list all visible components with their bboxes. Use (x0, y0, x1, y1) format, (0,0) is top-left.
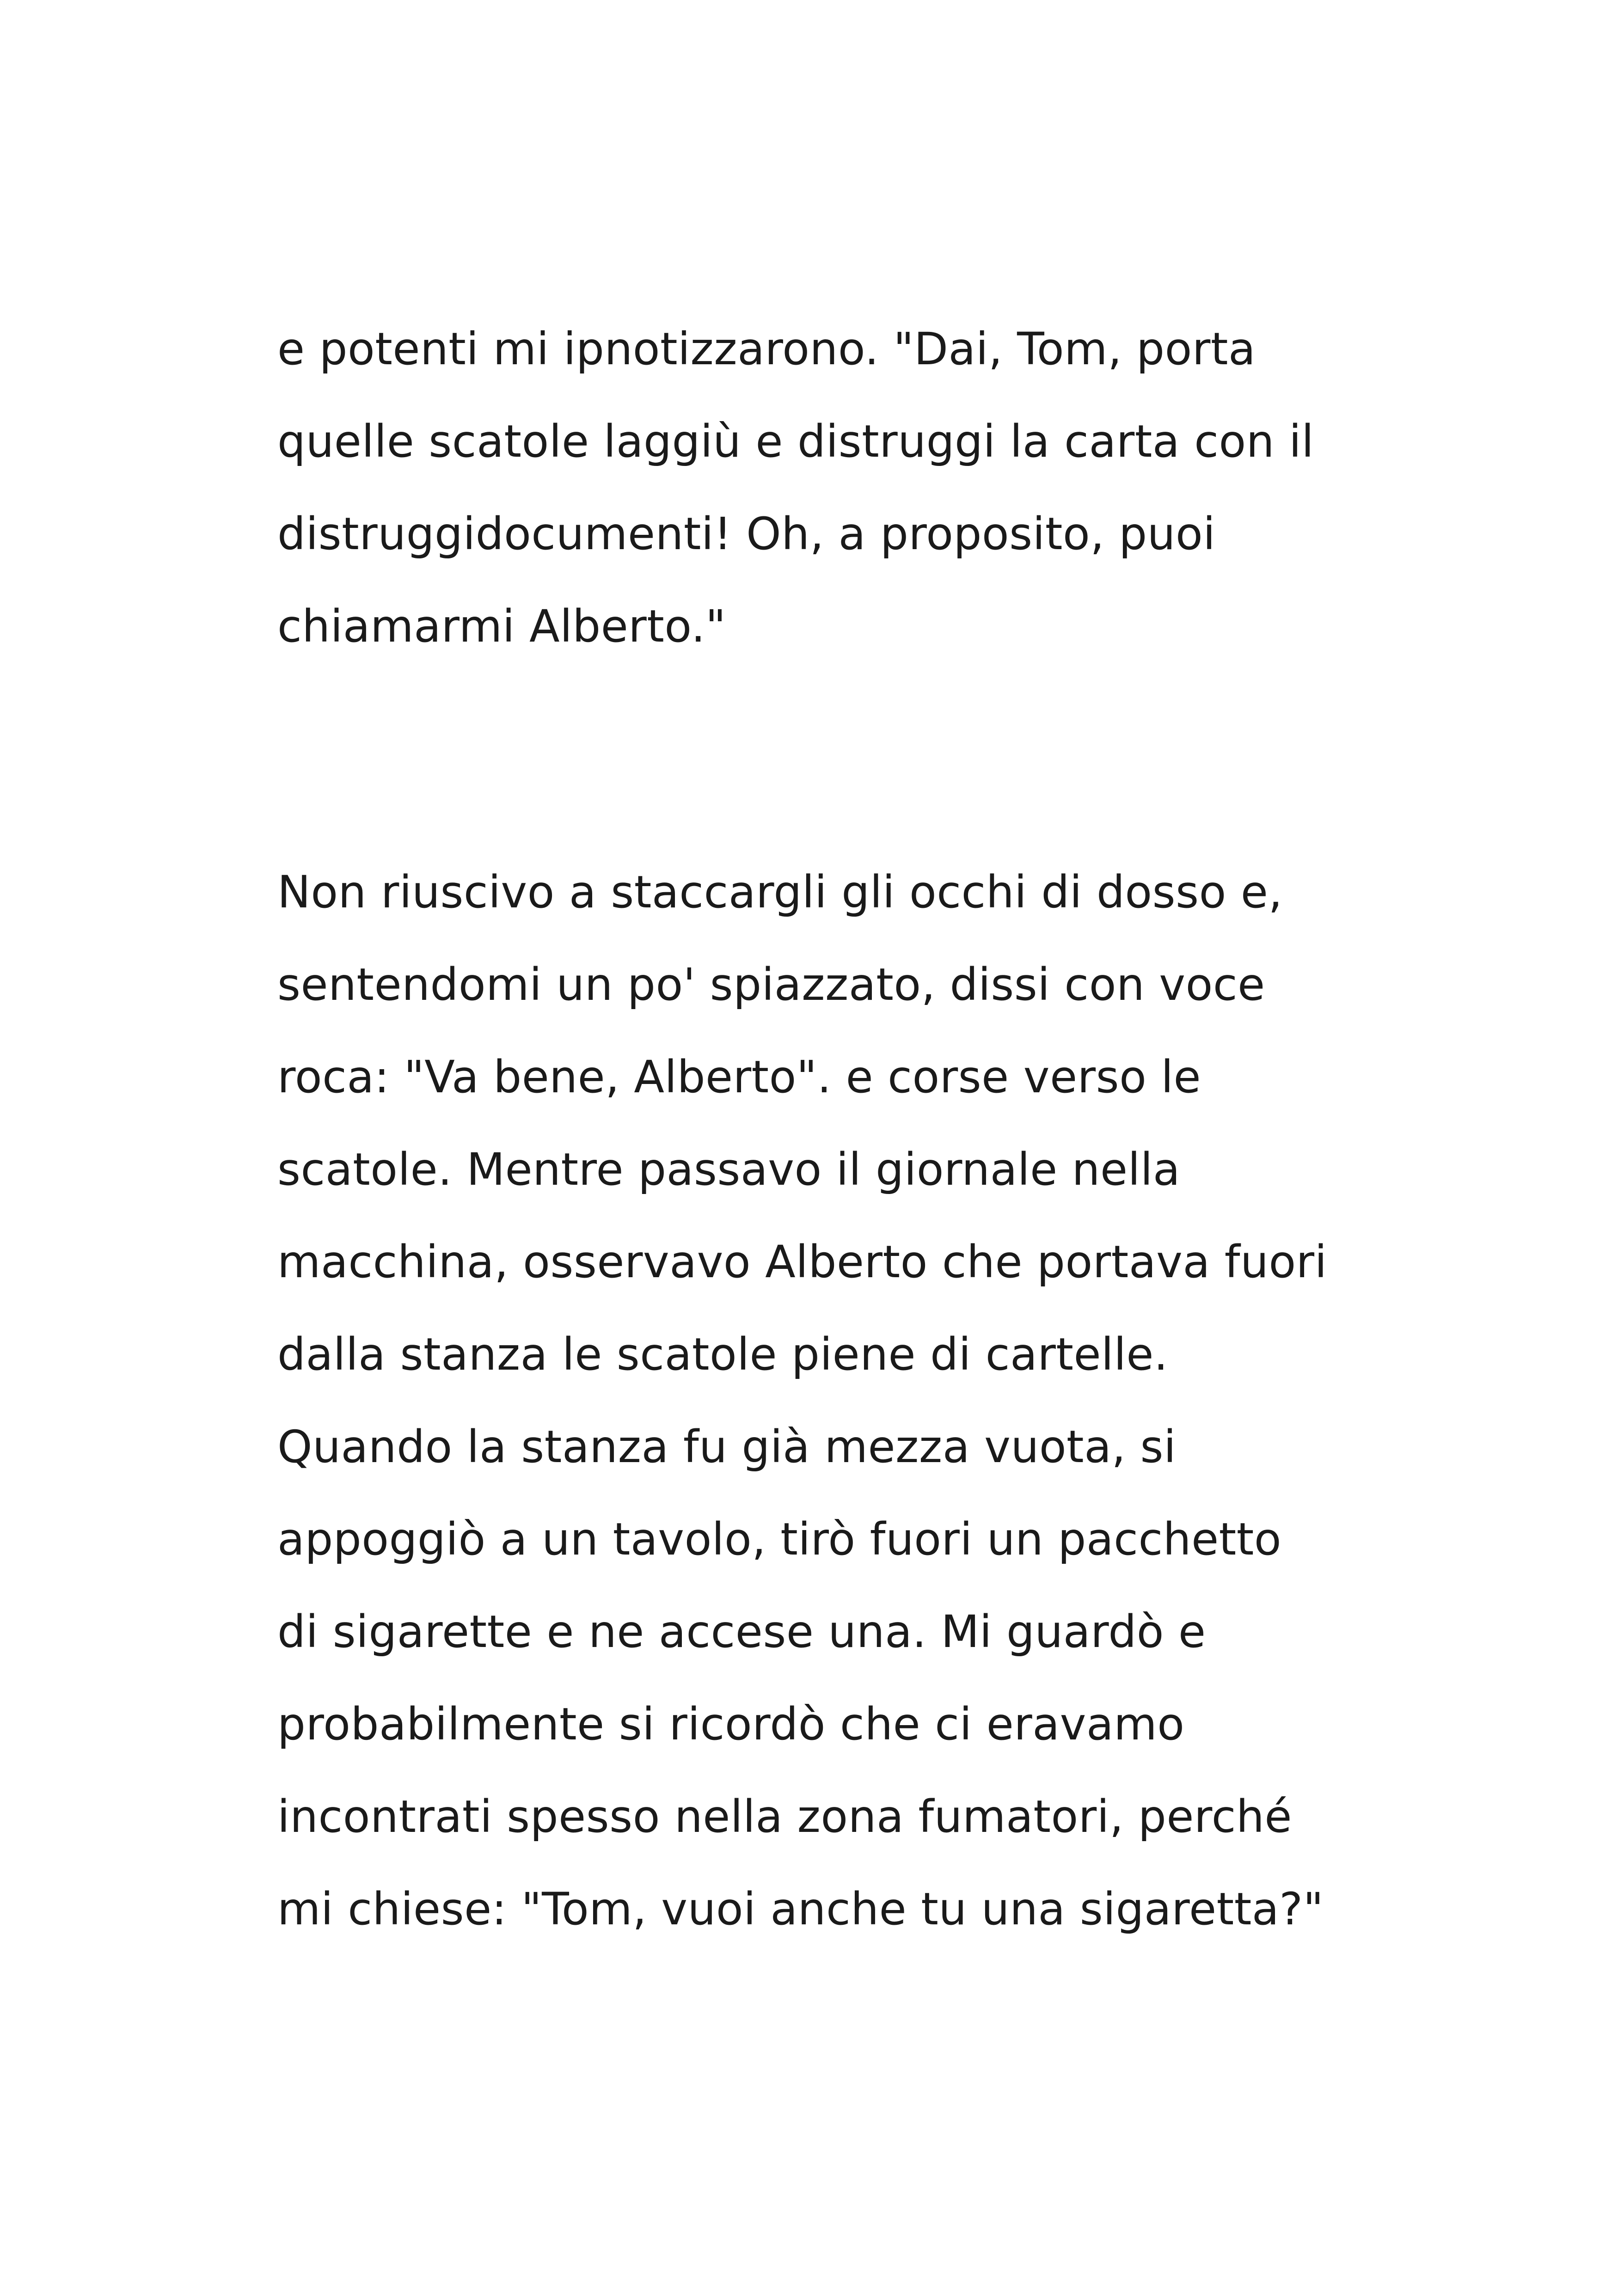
paragraph-2-line-4: scatole. Mentre passavo il giornale nella (277, 1144, 1181, 1195)
paragraph-2-line-8: appoggiò a un tavolo, tirò fuori un pacchetto (277, 1513, 1282, 1565)
paragraph-2-line-9: di sigarette e ne accese una. Mi guardò e (277, 1606, 1206, 1658)
paragraph-2-line-5: macchina, osservavo Alberto che portava fuori (277, 1236, 1327, 1288)
paragraph-2-line-10: probabilmente si ricordò che ci eravamo (277, 1698, 1185, 1750)
paragraph-2-line-11: incontrati spesso nella zona fumatori, perché (277, 1791, 1292, 1843)
paragraph-2-line-6: dalla stanza le scatole piene di cartelle. (277, 1329, 1168, 1380)
paragraph-2-line-7: Quando la stanza fu già mezza vuota, si (277, 1421, 1177, 1473)
paragraph-1-line-2: quelle scatole laggiù e distruggi la carta con il (277, 416, 1314, 467)
paragraph-1-line-4: chiamarmi Alberto." (277, 600, 726, 652)
paragraph-2-line-12: mi chiese: "Tom, vuoi anche tu una sigaretta?" (277, 1883, 1324, 1935)
paragraph-2-line-2: sentendomi un po' spiazzato, dissi con voce (277, 959, 1265, 1010)
paragraph-1-line-3: distruggidocumenti! Oh, a proposito, puoi (277, 508, 1216, 560)
paragraph-1-line-1: e potenti mi ipnotizzarono. "Dai, Tom, porta (277, 323, 1256, 375)
paragraph-2-line-3: roca: "Va bene, Alberto". e corse verso le (277, 1051, 1201, 1103)
paragraph-2-line-1: Non riuscivo a staccargli gli occhi di dosso e, (277, 866, 1283, 918)
